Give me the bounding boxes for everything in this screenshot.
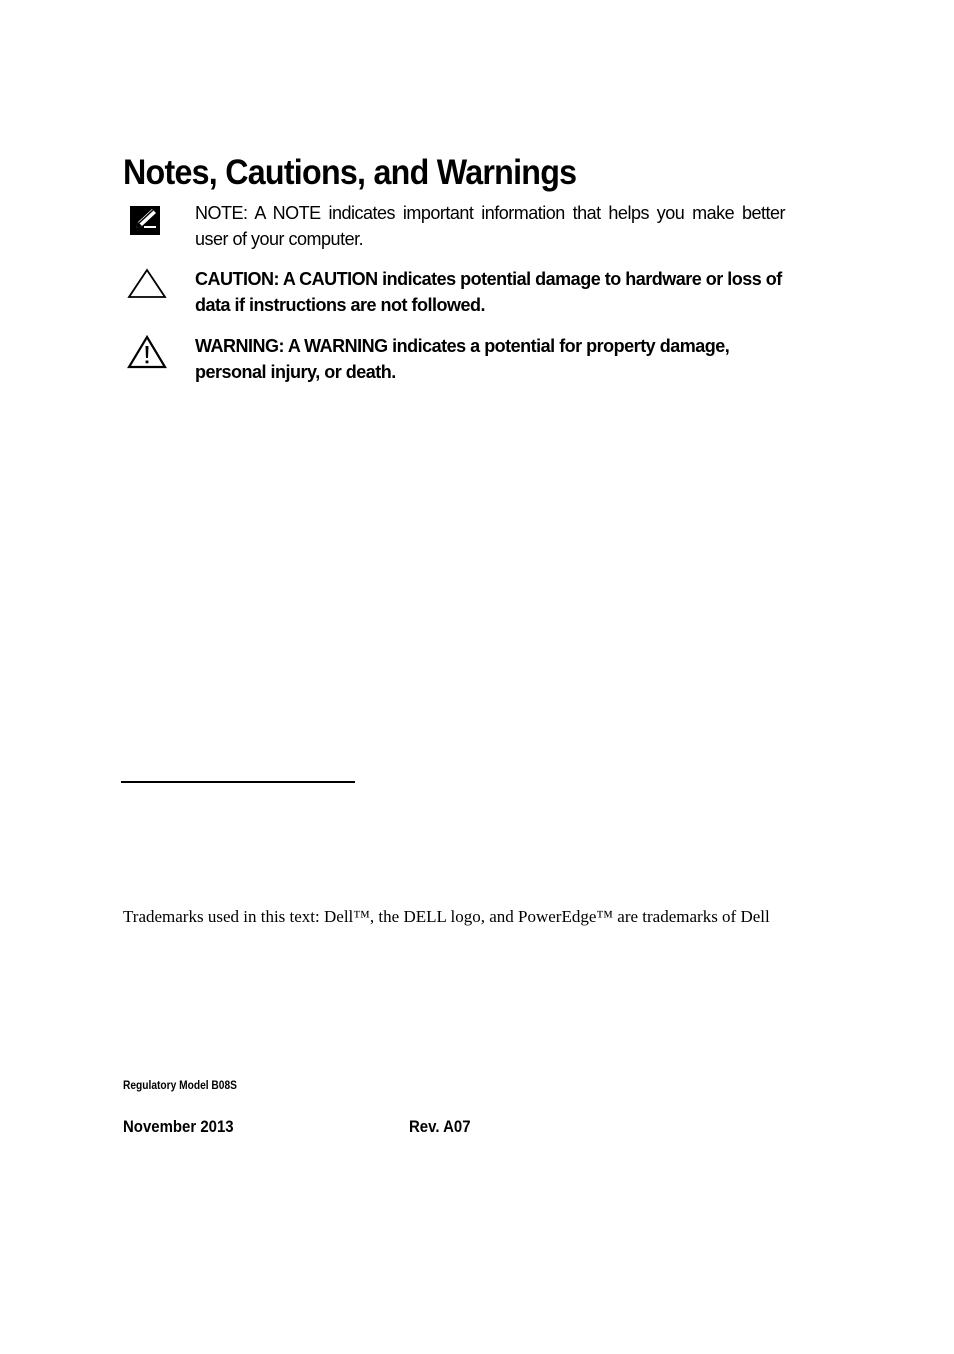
caution-text: CAUTION: A CAUTION indicates potential damage to hardware or loss of data if instructions are not followed. bbox=[195, 269, 782, 315]
caution-triangle-icon bbox=[126, 267, 168, 303]
warning-exclamation-icon bbox=[126, 334, 168, 370]
page-title: Notes, Cautions, and Warnings bbox=[123, 153, 577, 192]
pencil-note-icon bbox=[126, 202, 168, 238]
divider-rule bbox=[121, 781, 355, 783]
warning-text: WARNING: A WARNING indicates a potential for property damage, personal injury, or death. bbox=[195, 336, 730, 382]
note-label: NOTE: bbox=[195, 203, 248, 223]
revision-number: Rev. A07 bbox=[409, 1117, 471, 1136]
publication-date: November 2013 bbox=[123, 1117, 234, 1136]
note-text bbox=[195, 200, 785, 252]
regulatory-model: Regulatory Model B08S bbox=[123, 1078, 237, 1092]
note-body: A NOTE indicates important information that helps you make better user of your computer. bbox=[195, 203, 785, 249]
trademarks-text: Trademarks used in this text: Dell™, the DELL logo, and PowerEdge™ are trademarks of Dell bbox=[123, 907, 770, 926]
